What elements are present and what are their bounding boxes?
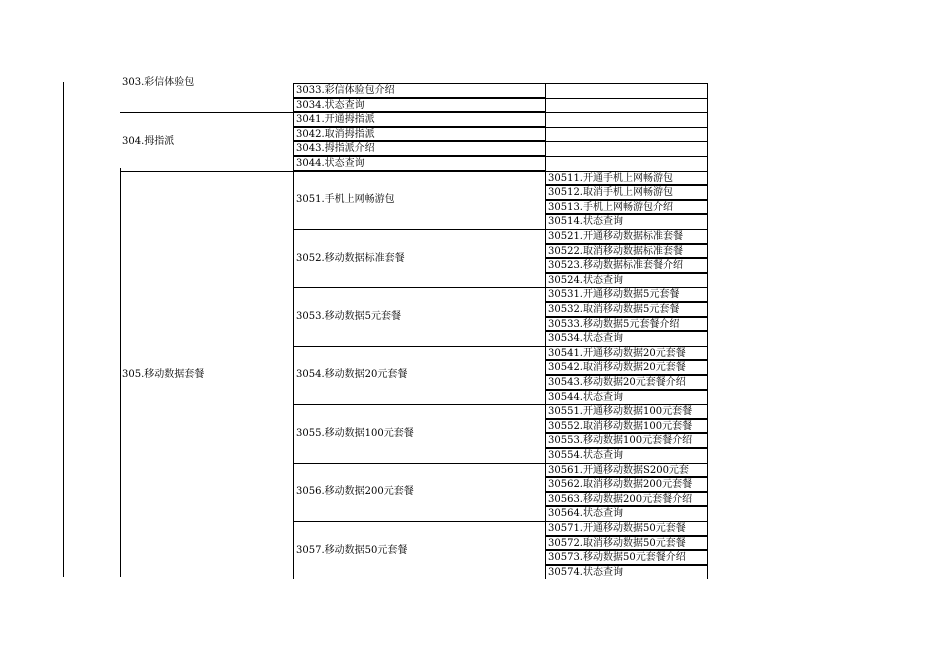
item-label[interactable]: 3041.开通拇指派 (293, 112, 546, 127)
sub-item[interactable]: 30563.移动数据200元套餐介绍 (546, 492, 708, 507)
sub-item[interactable]: 30554.状态查询 (546, 448, 708, 463)
empty-cell[interactable] (546, 141, 708, 156)
sub-item[interactable]: 30553.移动数据100元套餐介绍 (546, 433, 708, 448)
item-label[interactable]: 3044.状态查询 (293, 156, 546, 171)
sub-item[interactable]: 30524.状态查询 (546, 273, 708, 288)
section-label-305[interactable]: 305.移动数据套餐 (120, 171, 293, 580)
item-label[interactable]: 3055.移动数据100元套餐 (293, 404, 546, 462)
item-label[interactable]: 3034.状态查询 (293, 98, 546, 113)
sub-item[interactable]: 30534.状态查询 (546, 331, 708, 346)
item-label[interactable]: 3052.移动数据标准套餐 (293, 229, 546, 287)
empty-cell[interactable] (546, 127, 708, 142)
item-label[interactable]: 3043.拇指派介绍 (293, 141, 546, 156)
sub-item[interactable]: 30541.开通移动数据20元套餐 (546, 346, 708, 361)
item-label[interactable]: 3057.移动数据50元套餐 (293, 521, 546, 579)
sub-item[interactable]: 30564.状态查询 (546, 506, 708, 521)
empty-cell[interactable] (546, 83, 708, 98)
sub-item[interactable]: 30562.取消移动数据200元套餐 (546, 477, 708, 492)
item-label[interactable]: 3042.取消拇指派 (293, 127, 546, 142)
sub-item[interactable]: 30532.取消移动数据5元套餐 (546, 302, 708, 317)
sub-item[interactable]: 30514.状态查询 (546, 214, 708, 229)
page-left-border (63, 82, 64, 577)
sub-item[interactable]: 30512.取消手机上网畅游包 (546, 185, 708, 200)
sub-item[interactable]: 30571.开通移动数据50元套餐 (546, 521, 708, 536)
empty-cell[interactable] (546, 98, 708, 113)
sub-item[interactable]: 30551.开通移动数据100元套餐 (546, 404, 708, 419)
sub-item[interactable]: 30544.状态查询 (546, 390, 708, 405)
sub-item[interactable]: 30511.开通手机上网畅游包 (546, 171, 708, 186)
section-label-303[interactable]: 303.彩信体验包 (122, 77, 195, 88)
sub-item[interactable]: 30531.开通移动数据5元套餐 (546, 287, 708, 302)
sub-item[interactable]: 30561.开通移动数据S200元套 (546, 463, 708, 478)
item-label[interactable]: 3033.彩信体验包介绍 (293, 83, 546, 98)
section-label-304[interactable]: 304.拇指派 (120, 112, 293, 170)
sub-item[interactable]: 30523.移动数据标准套餐介绍 (546, 258, 708, 273)
sub-item[interactable]: 30533.移动数据5元套餐介绍 (546, 317, 708, 332)
sub-item[interactable]: 30574.状态查询 (546, 565, 708, 580)
item-label[interactable]: 3056.移动数据200元套餐 (293, 463, 546, 521)
sub-item[interactable]: 30522.取消移动数据标准套餐 (546, 244, 708, 259)
sub-item[interactable]: 30513.手机上网畅游包介绍 (546, 200, 708, 215)
sub-item[interactable]: 30552.取消移动数据100元套餐 (546, 419, 708, 434)
sub-item[interactable]: 30573.移动数据50元套餐介绍 (546, 550, 708, 565)
item-label[interactable]: 3051.手机上网畅游包 (293, 171, 546, 229)
item-label[interactable]: 3054.移动数据20元套餐 (293, 346, 546, 404)
empty-cell[interactable] (546, 112, 708, 127)
item-label[interactable]: 3053.移动数据5元套餐 (293, 287, 546, 345)
sub-item[interactable]: 30543.移动数据20元套餐介绍 (546, 375, 708, 390)
empty-cell[interactable] (546, 156, 708, 171)
sub-item[interactable]: 30572.取消移动数据50元套餐 (546, 536, 708, 551)
sub-item[interactable]: 30542.取消移动数据20元套餐 (546, 360, 708, 375)
sub-item[interactable]: 30521.开通移动数据标准套餐 (546, 229, 708, 244)
